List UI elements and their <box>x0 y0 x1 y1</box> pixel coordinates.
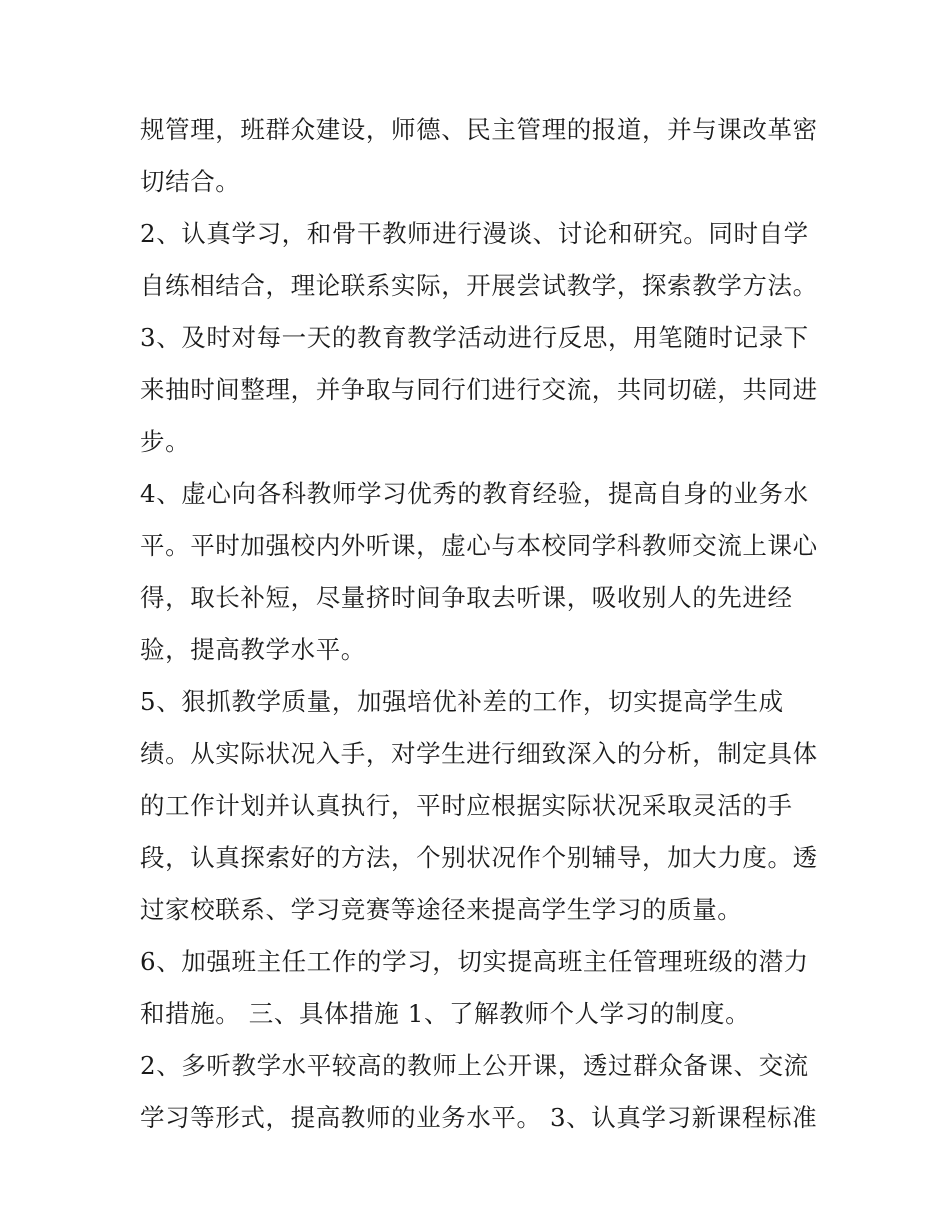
text-line: 段，认真探索好的方法，个别状况作个别辅导，加大力度。透 <box>140 843 818 872</box>
text-line: 和措施。 三、具体措施 1、了解教师个人学习的制度。 <box>140 999 751 1028</box>
text-line: 得，取长补短，尽量挤时间争取去听课，吸收别人的先进经 <box>140 583 793 612</box>
text-line: 绩。从实际状况入手，对学生进行细致深入的分析，制定具体 <box>140 739 818 768</box>
text-line: 4、虚心向各科教师学习优秀的教育经验，提高自身的业务水 <box>140 479 809 508</box>
text-line: 2、认真学习，和骨干教师进行漫谈、讨论和研究。同时自学 <box>140 219 809 248</box>
text-line: 学习等形式，提高教师的业务水平。 3、认真学习新课程标准 <box>140 1103 818 1132</box>
text-line: 3、及时对每一天的教育教学活动进行反思，用笔随时记录下 <box>140 323 809 352</box>
text-line: 平。平时加强校内外听课，虚心与本校同学科教师交流上课心 <box>140 531 818 560</box>
text-line: 验，提高教学水平。 <box>140 635 366 664</box>
text-line: 2、多听教学水平较高的教师上公开课，透过群众备课、交流 <box>140 1051 809 1080</box>
text-line: 的工作计划并认真执行，平时应根据实际状况采取灵活的手 <box>140 791 793 820</box>
text-line: 自练相结合，理论联系实际，开展尝试教学，探索教学方法。 <box>140 271 818 300</box>
text-line: 来抽时间整理，并争取与同行们进行交流，共同切磋，共同进 <box>140 375 818 404</box>
text-line: 步。 <box>140 427 191 456</box>
text-line: 6、加强班主任工作的学习，切实提高班主任管理班级的潜力 <box>140 947 809 976</box>
text-line: 5、狠抓教学质量，加强培优补差的工作，切实提高学生成 <box>140 687 784 716</box>
text-line: 切结合。 <box>140 167 241 196</box>
text-line: 过家校联系、学习竞赛等途径来提高学生学习的质量。 <box>140 895 743 924</box>
document-text-body <box>140 104 820 1144</box>
text-line: 规管理，班群众建设，师德、民主管理的报道，并与课改革密 <box>140 115 818 144</box>
